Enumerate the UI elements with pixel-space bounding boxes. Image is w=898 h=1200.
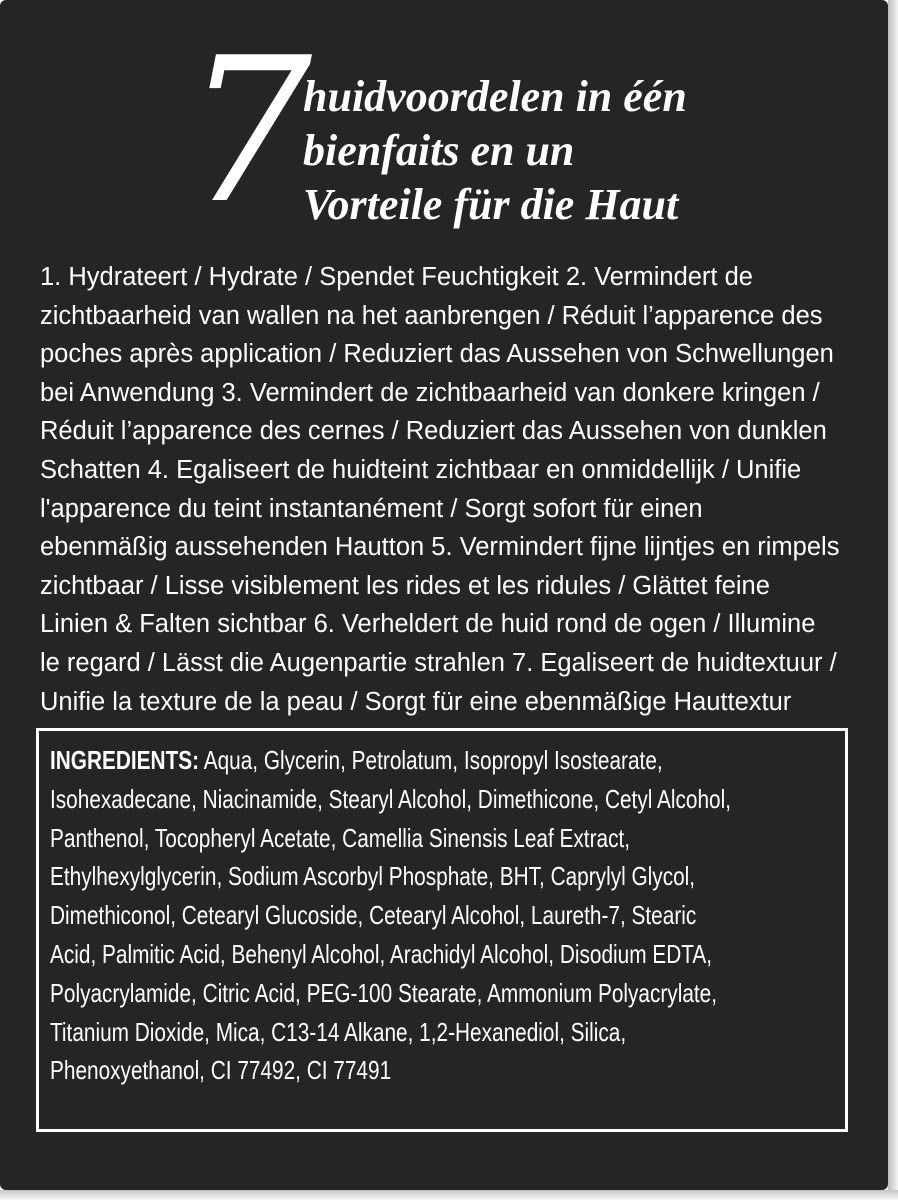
benefits-line: ebenmäßig aussehenden Hautton 5. Vermindert fijne lijntjes en rimpels [40, 533, 840, 562]
box-right-edge [888, 0, 898, 1190]
ingredients-first-line: Aqua, Glycerin, Petrolatum, Isopropyl Isostearate, [199, 745, 663, 775]
ingredients-line: Ethylhexylglycerin, Sodium Ascorbyl Phosphate, BHT, Caprylyl Glycol, [50, 861, 696, 892]
ingredients-line [50, 741, 690, 780]
benefits-text [40, 258, 860, 721]
ingredients-line: Titanium Dioxide, Mica, C13-14 Alkane, 1,2-Hexanediol, Silica, [50, 1016, 627, 1047]
tagline-dutch: huidvoordelen in één [303, 72, 687, 121]
ingredients-line: Isohexadecane, Niacinamide, Stearyl Alcohol, Dimethicone, Cetyl Alcohol, [50, 783, 731, 814]
header [185, 15, 825, 248]
ingredients-text [50, 741, 731, 1090]
ingredients-box [36, 728, 848, 1132]
ingredients-label: INGREDIENTS: [50, 745, 200, 775]
ingredients-line: Acid, Palmitic Acid, Behenyl Alcohol, Arachidyl Alcohol, Disodium EDTA, [50, 938, 713, 969]
benefits-line: poches après application / Reduziert das Aussehen von Schwellungen [40, 340, 834, 369]
benefits-line: zichtbaarheid van wallen na het aanbrengen / Réduit l’apparence des [40, 301, 823, 330]
box-bottom-edge [0, 1190, 898, 1200]
benefits-line: Linien & Falten sichtbar 6. Verheldert de huid rond de ogen / Illumine [40, 610, 816, 639]
tagline-german: Vorteile für die Haut [303, 180, 679, 229]
ingredients-line: Phenoxyethanol, CI 77492, CI 77491 [50, 1055, 392, 1086]
ingredients-line: Dimethiconol, Cetearyl Glucoside, Cetearyl Alcohol, Laureth-7, Stearic [50, 900, 697, 931]
ingredients-line: Panthenol, Tocopheryl Acetate, Camellia Sinensis Leaf Extract, [50, 822, 631, 853]
benefits-line: bei Anwendung 3. Vermindert de zichtbaarheid van donkere kringen / [40, 378, 820, 407]
benefits-line: Réduit l’apparence des cernes / Reduziert das Aussehen von dunklen [40, 417, 827, 446]
benefits-line: zichtbaar / Lisse visiblement les rides et les ridules / Glättet feine [40, 571, 770, 600]
benefits-line: Unifie la texture de la peau / Sorgt für eine ebenmäßige Hauttextur [40, 687, 792, 716]
tagline-french: bienfaits en un [303, 126, 575, 175]
benefit-count-number: 7 [185, 15, 309, 248]
benefits-line: le regard / Lässt die Augenpartie strahlen 7. Egaliseert de huidtextuur / [40, 648, 837, 677]
benefits-line: l'apparence du teint instantanément / Sorgt sofort für einen [40, 494, 703, 523]
ingredients-line: Polyacrylamide, Citric Acid, PEG-100 Stearate, Ammonium Polyacrylate, [50, 977, 718, 1008]
benefits-line: 1. Hydrateert / Hydrate / Spendet Feuchtigkeit 2. Vermindert de [40, 263, 753, 291]
benefits-line: Schatten 4. Egaliseert de huidteint zichtbaar en onmiddellijk / Unifie [40, 455, 802, 484]
